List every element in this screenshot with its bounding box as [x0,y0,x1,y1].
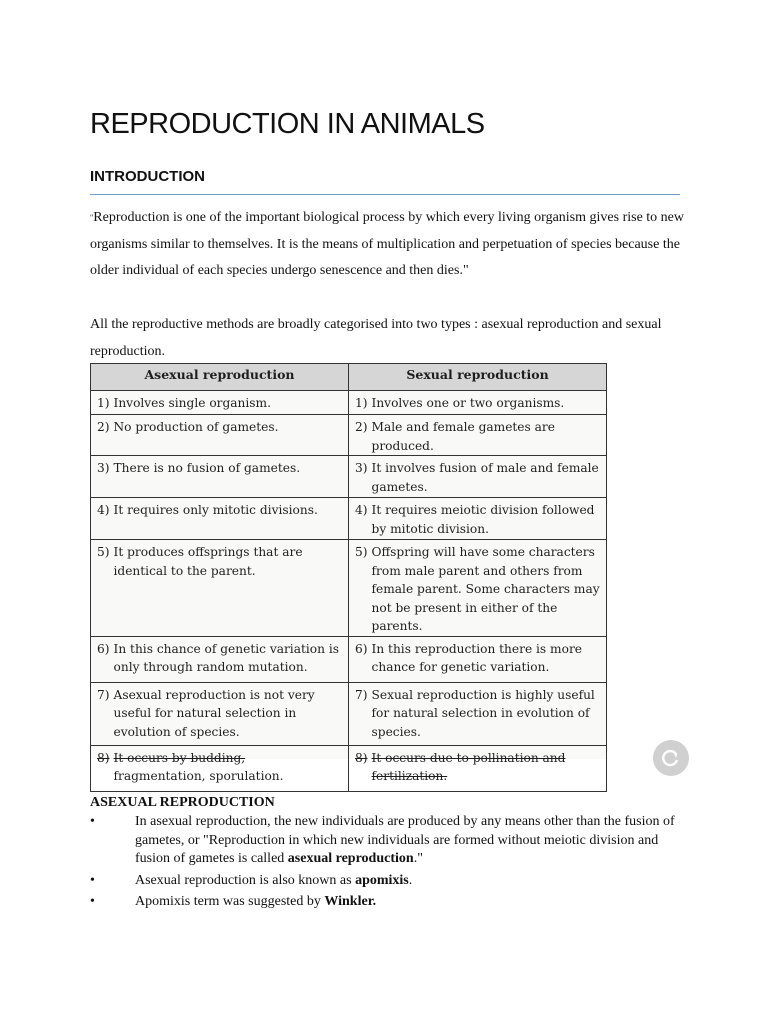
row-number: 3) [355,461,368,475]
intro-quote-mark: " [90,213,94,222]
sexual-cell: Involves one or two organisms. [371,396,565,410]
asexual-cell-continued: fragmentation, sporulation. [113,769,284,783]
sexual-cell: In this reproduction there is more chance for genetic variation. [371,641,582,674]
table-row [91,415,607,456]
sexual-cell: It occurs due to pollination and fertilization. [371,750,566,783]
comparison-table-image [90,363,607,783]
bullet-icon: • [90,873,95,888]
sexual-cell: It requires meiotic division followed by mitotic division. [371,503,595,536]
row-number: 4) [97,503,110,517]
intro-paragraph [90,205,690,285]
types-paragraph: All the reproductive methods are broadly categorised into two types : asexual reproduction and sexual reproduction. [90,317,662,359]
row-number: 1) [355,396,368,410]
row-number: 6) [97,641,110,656]
asexual-cell: Involves single organism. [113,396,271,410]
row-number: 3) [97,461,110,475]
table-row [91,456,607,498]
row-number: 8) [355,750,368,765]
row-number: 5) [97,545,110,559]
asexual-definition: In asexual reproduction, the new individuals are produced by any means other than the fusion of gametes, or "Reproduction in which new individuals are formed without meiotic division and fusion of gametes is called [135,814,675,866]
row-number: 7) [97,687,110,702]
list-item: • Asexual reproduction is also known as apomixis. [90,872,680,891]
row-number: 1) [97,396,110,410]
winkler-term: Winkler. [324,894,377,909]
table-header-row [91,364,607,391]
sexual-cell: It involves fusion of male and female gametes. [371,461,599,494]
asexual-cell: It requires only mitotic divisions. [113,503,318,517]
row-number: 4) [355,503,368,517]
asexual-cell: Asexual reproduction is not very useful for natural selection in evolution of species. [113,687,315,739]
table-row [91,391,607,415]
row-number: 7) [355,687,368,702]
comparison-table [90,363,607,792]
bullet-icon: • [90,814,95,829]
asexual-heading: ASEXUAL REPRODUCTION [90,795,275,810]
asexual-cell: It produces offsprings that are identical to the parent. [113,545,303,578]
asexual-cell: No production of gametes. [113,420,279,434]
refresh-watermark-icon [653,740,689,776]
row-number: 5) [355,545,368,559]
asexual-cell: It occurs by budding, [113,750,246,765]
asexual-cell: There is no fusion of gametes. [113,461,301,475]
table-row [91,745,607,791]
sexual-cell: Offspring will have some characters from male parent and others from female parent. Some characters may not be present in either of the parents. [371,545,600,633]
page-title: REPRODUCTION IN ANIMALS [90,108,485,140]
table-row [91,540,607,637]
header-sexual: Sexual reproduction [349,364,607,391]
bullet-icon: • [90,894,95,909]
apomixis-term: apomixis [355,873,409,888]
row-number: 2) [97,420,110,434]
asexual-term: asexual reproduction [287,851,414,866]
heading-divider [90,194,680,195]
row-number: 2) [355,420,368,434]
asexual-cell: In this chance of genetic variation is only through random mutation. [113,641,339,674]
sexual-cell: Male and female gametes are produced. [371,420,555,453]
list-item: • In asexual reproduction, the new individuals are produced by any means other than the fusion of gametes, or "Reproduction in which new individuals are formed without meiotic division and fusion of gametes is called asexual reproduction." [90,814,675,866]
table-row [91,636,607,682]
table-row [91,498,607,540]
sexual-cell: Sexual reproduction is highly useful for natural selection in evolution of species. [371,687,595,739]
introduction-heading: INTRODUCTION [90,168,205,185]
list-item: • Apomixis term was suggested by Winkler. [90,893,680,912]
intro-text: Reproduction is one of the important biological process by which every living organism gives rise to new organisms similar to themselves. It is the means of multiplication and perpetuation of species because the older individual of each species undergo senescence and then dies." [90,210,684,278]
table-row [91,682,607,745]
row-number: 8) [97,750,110,765]
header-asexual: Asexual reproduction [91,364,349,391]
row-number: 6) [355,641,368,656]
